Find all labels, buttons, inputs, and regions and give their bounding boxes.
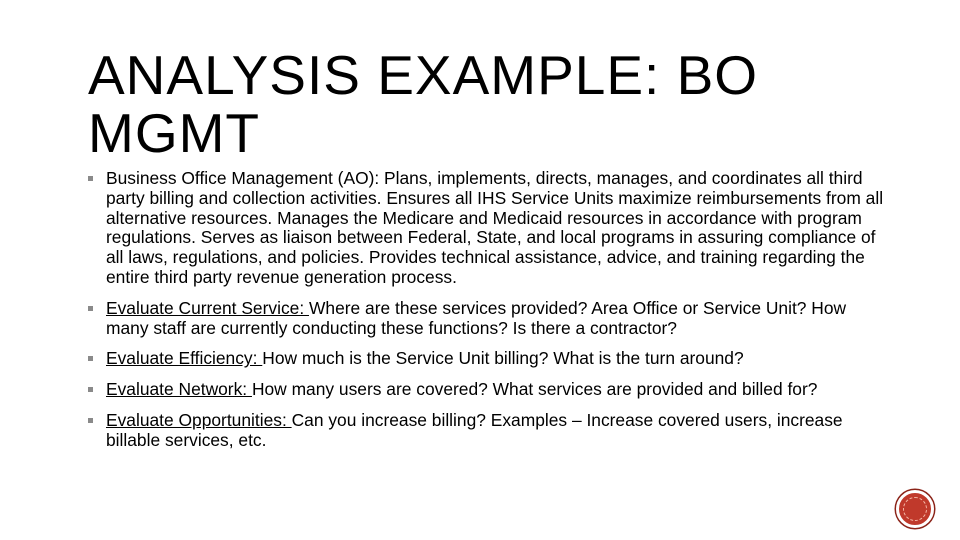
bullet-marker-icon [88,356,93,361]
bullet-list [84,169,884,462]
bullet-evaluate-network [84,380,884,400]
bullet-lead: Evaluate Opportunities: [106,409,292,430]
bullet-text: How many users are covered? What services are provided and billed for? [251,379,818,400]
bullet-text: Can you increase billing? Examples – Increase covered users, increase billable services, etc. [106,409,843,450]
badge-ring [903,497,927,521]
bullet-lead: Evaluate Current Service: [106,297,309,318]
logo-badge-icon [896,490,934,528]
bullet-marker-icon [88,387,93,392]
bullet-text: Business Office Management (AO): Plans, implements, directs, manages, and coordinates all third party billing and collection activities. Ensures all IHS Service Units maximize reimbursements from all alternative resources. Manages the Medicare and Medicaid resources in accordance with program regulations. Serves as liaison between Federal, State, and local programs in assuring compliance of all laws, regulations, and policies. Provides technical assistance, advice, and training regarding the entire third party revenue generation process. [106,168,884,287]
bullet-text: How much is the Service Unit billing? What is the turn around? [262,348,744,369]
bullet-evaluate-opportunities [84,411,884,451]
bullet-evaluate-current-service [84,299,884,339]
bullet-marker-icon [88,418,93,423]
bullet-evaluate-efficiency [84,349,884,369]
bullet-business-office [84,169,884,288]
bullet-marker-icon [88,306,93,311]
bullet-lead: Evaluate Network: [106,379,252,400]
slide-title: ANALYSIS EXAMPLE: BO MGMT [88,44,759,164]
bullet-lead: Evaluate Efficiency: [106,348,263,369]
bullet-text: Where are these services provided? Area Office or Service Unit? How many staff are currently conducting these functions? Is there a contractor? [106,297,847,338]
bullet-marker-icon [88,176,93,181]
